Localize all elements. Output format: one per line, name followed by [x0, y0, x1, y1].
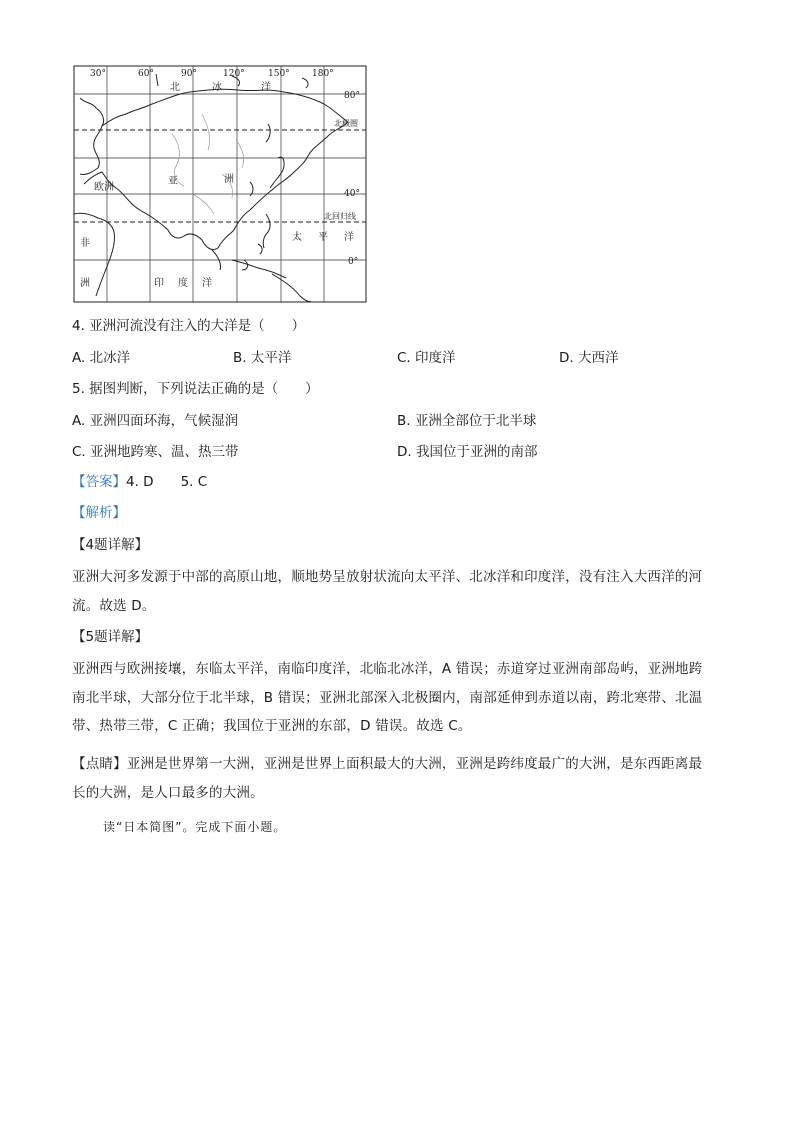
detail-5-line-1: 亚洲西与欧洲接壤，东临太平洋，南临印度洋，北临北冰洋，A 错误；赤道穿过亚洲南部岛屿，亚洲地跨 [72, 661, 703, 677]
q4-option-c: C. 印度洋 [397, 350, 456, 366]
detail-5-text [72, 655, 722, 741]
q4-option-b: B. 太平洋 [233, 350, 292, 366]
lon-label-120: 120° [223, 69, 245, 79]
q5-option-b: B. 亚洲全部位于北半球 [397, 413, 537, 429]
lon-label-150: 150° [268, 69, 290, 79]
pacific-label-3: 洋 [344, 232, 354, 243]
q5-option-d: D. 我国位于亚洲的南部 [397, 444, 538, 460]
lat-label-80: 80° [344, 91, 360, 101]
rivers [172, 114, 244, 214]
detail-5-line-2: 南北半球，大部分位于北半球，B 错误；亚洲北部深入北极圈内，南部延伸到赤道以南，跨北寒带、北温 [72, 689, 703, 706]
map-frame [74, 66, 366, 302]
tip-text-1: 亚洲是世界第一大洲，亚洲是世界上面积最大的大洲，亚洲是跨纬度最广的大洲，是东西距离最 [126, 756, 703, 772]
indian-label-1: 印 [154, 278, 164, 289]
question-5-stem: 5. 据图判断，下列说法正确的是（ ） [72, 381, 319, 397]
analysis-label: 【解析】 [72, 505, 126, 521]
tip-label: 【点睛】 [72, 756, 127, 772]
meridian-lines [107, 66, 324, 302]
arctic-ocean-label-1: 北 [170, 82, 180, 93]
pacific-label-1: 太 [292, 232, 302, 243]
answer-label: 【答案】 [72, 474, 126, 490]
tip-block [72, 750, 722, 807]
detail-5-line-3: 带、热带三带，C 正确；我国位于亚洲的东部，D 错误。故选 C。 [72, 718, 472, 734]
tropic-label: 北回归线 [324, 212, 356, 221]
tip-line-2: 长的大洲，是人口最多的大洲。 [72, 784, 264, 801]
q5-option-c: C. 亚洲地跨寒、温、热三带 [72, 444, 239, 460]
asia-label-2: 洲 [224, 174, 234, 185]
arctic-circle-label: 北极圈 [334, 119, 358, 128]
lon-label-180: 180° [312, 69, 334, 79]
tip-line-1 [72, 750, 722, 779]
detail-4-line-2: 流。故选 D。 [72, 597, 156, 614]
indian-label-2: 度 [178, 278, 188, 289]
africa-label-1: 非 [80, 238, 90, 249]
q4-option-a: A. 北冰洋 [72, 350, 131, 366]
africa-label-2: 洲 [80, 278, 90, 289]
answer-line [72, 472, 207, 492]
asia-label-1: 亚 [168, 176, 178, 187]
arctic-ocean-label-2: 冰 [212, 82, 222, 93]
next-question-prompt: 读“日本简图”。完成下面小题。 [103, 820, 287, 834]
lon-label-60: 60° [138, 69, 154, 79]
lon-label-30: 30° [90, 69, 106, 79]
lat-label-0: 0° [348, 257, 359, 267]
detail-4-text [72, 563, 722, 620]
answer-text: 4. D 5. C [126, 474, 208, 490]
asia-map-svg [72, 64, 368, 304]
q5-option-a: A. 亚洲四面环海，气候湿润 [72, 413, 239, 429]
europe-label: 欧洲 [94, 182, 114, 193]
question-4-stem: 4. 亚洲河流没有注入的大洋是（ ） [72, 318, 306, 334]
indian-label-3: 洋 [202, 278, 212, 289]
coastlines [74, 74, 348, 302]
pacific-label-2: 平 [318, 232, 328, 243]
q4-option-d: D. 大西洋 [559, 350, 619, 366]
detail-4-label: 【4题详解】 [72, 537, 149, 553]
arctic-ocean-label-3: 洋 [261, 82, 271, 93]
lon-label-90: 90° [181, 69, 197, 79]
detail-4-line-1: 亚洲大河多发源于中部的高原山地，顺地势呈放射状流向太平洋、北冰洋和印度洋，没有注入大西洋的河 [72, 569, 703, 585]
detail-5-label: 【5题详解】 [72, 629, 149, 645]
asia-map-figure [72, 64, 368, 304]
lat-label-40: 40° [344, 189, 360, 199]
